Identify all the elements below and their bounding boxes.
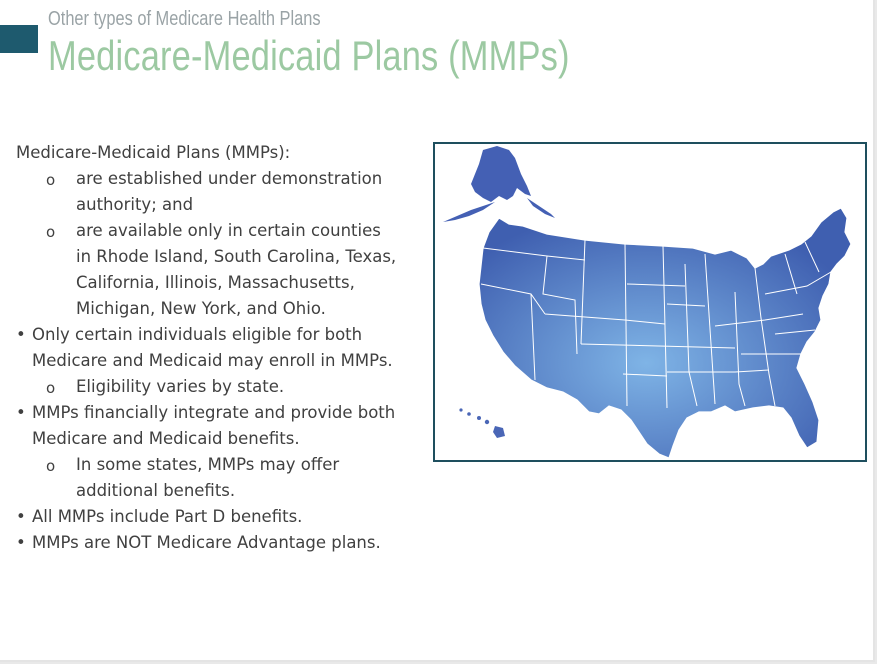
sub-bullet-marker: o: [46, 379, 56, 397]
sub-bullet-marker: o: [46, 171, 56, 189]
bullet-marker: •: [16, 403, 26, 422]
bullet-item-continuation: Medicare and Medicaid benefits.: [32, 429, 300, 448]
list-item: o are established under demonstration: [16, 166, 426, 192]
bullet-marker: •: [16, 533, 26, 552]
slide-subtitle: Other types of Medicare Health Plans: [48, 8, 321, 30]
bullet-item-continuation: Medicare and Medicaid may enroll in MMPs.: [32, 351, 393, 370]
us-map-frame: [433, 142, 867, 462]
list-item: o are available only in certain counties: [16, 218, 426, 244]
us-map-image: [435, 144, 865, 460]
sub-bullet-marker: o: [46, 223, 56, 241]
list-item: o Eligibility varies by state.: [16, 374, 426, 400]
list-item-continuation: California, Illinois, Massachusetts,: [76, 273, 355, 292]
sub-bullet-marker: o: [46, 457, 56, 475]
bullet-item: • All MMPs include Part D benefits.: [16, 504, 426, 530]
alaska-shape: [443, 146, 555, 222]
slide-title: Medicare-Medicaid Plans (MMPs): [48, 32, 570, 79]
body-text: [16, 140, 426, 556]
title-accent-bar: [0, 25, 38, 53]
hawaii-shape: [459, 408, 505, 438]
bullet-item: • MMPs financially integrate and provide both: [16, 400, 426, 426]
list-item-continuation: authority; and: [76, 195, 194, 214]
bullet-marker: •: [16, 507, 26, 526]
bullet-marker: •: [16, 325, 26, 344]
list-item-continuation: in Rhode Island, South Carolina, Texas,: [76, 247, 397, 266]
list-item: o In some states, MMPs may offer: [16, 452, 426, 478]
bullet-item: • MMPs are NOT Medicare Advantage plans.: [16, 530, 426, 556]
list-item-continuation: additional benefits.: [76, 481, 236, 500]
intro-line: Medicare-Medicaid Plans (MMPs):: [16, 143, 291, 162]
list-item-continuation: Michigan, New York, and Ohio.: [76, 299, 326, 318]
bullet-item: • Only certain individuals eligible for both: [16, 322, 426, 348]
